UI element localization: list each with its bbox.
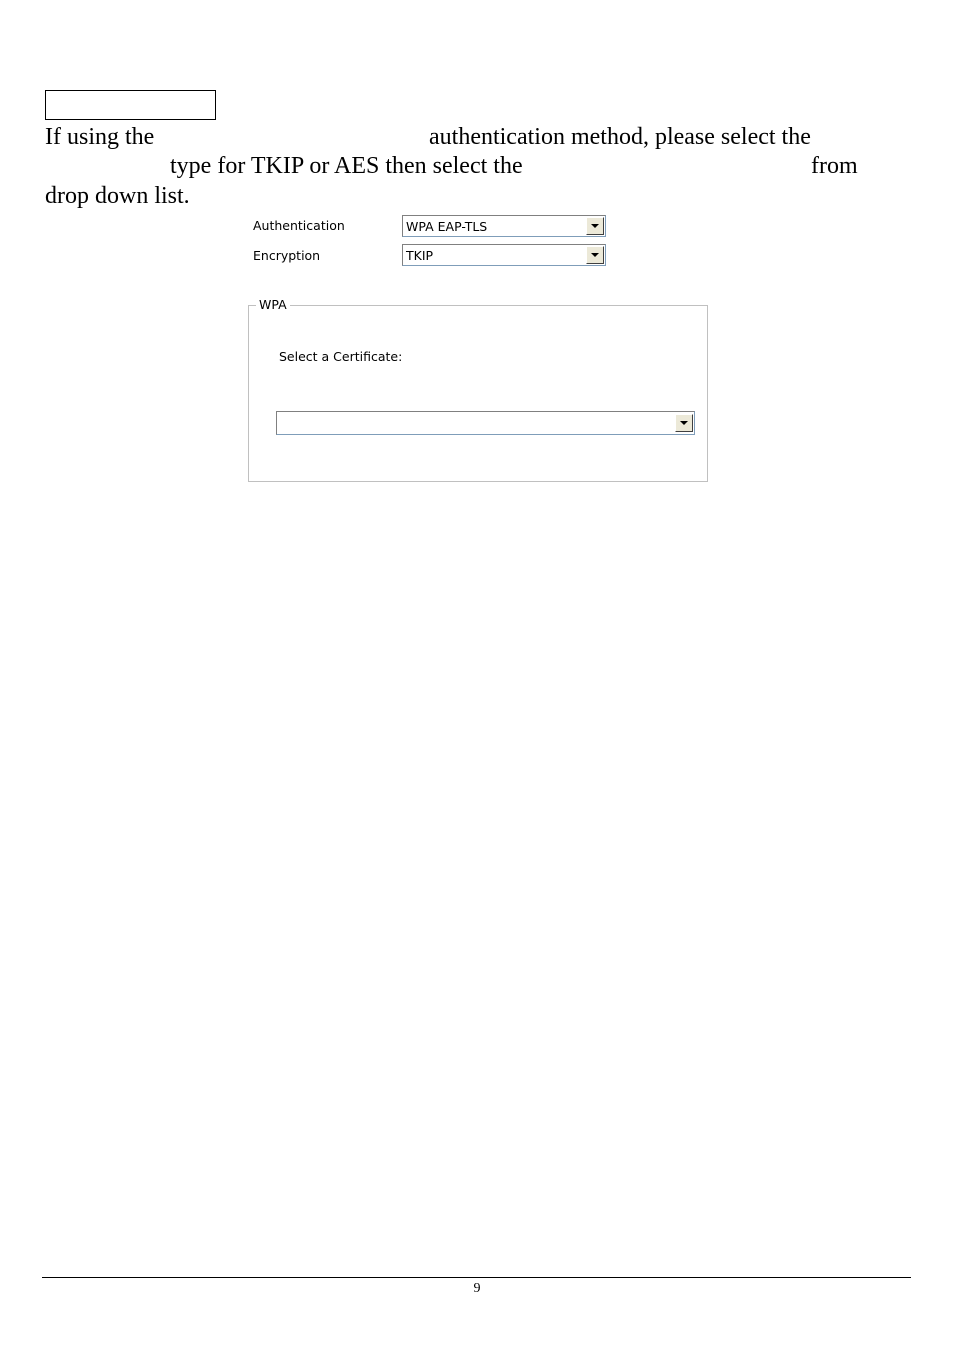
chevron-down-icon[interactable]	[675, 414, 693, 432]
authentication-select[interactable]	[402, 215, 606, 237]
wpa-settings-screenshot	[240, 208, 720, 498]
encryption-label: Encryption	[253, 248, 321, 263]
text-segment: authentication method, please select the	[429, 124, 811, 150]
text-segment: from	[811, 153, 858, 179]
certificate-select[interactable]	[276, 411, 695, 435]
authentication-value: WPA EAP-TLS	[406, 219, 488, 234]
wpa-groupbox	[248, 297, 708, 482]
text-segment: type for TKIP or AES then select the	[170, 153, 523, 179]
chevron-down-icon[interactable]	[586, 246, 604, 264]
certificate-label: Select a Certificate:	[279, 349, 403, 364]
group-title: WPA	[256, 297, 290, 312]
text-segment: If using the	[45, 124, 155, 150]
chevron-down-icon[interactable]	[586, 217, 604, 235]
footer-divider	[42, 1277, 911, 1278]
authentication-label: Authentication	[253, 218, 345, 233]
text-segment: drop down list.	[45, 183, 190, 209]
heading-box	[45, 90, 216, 120]
encryption-value: TKIP	[406, 248, 434, 263]
encryption-select[interactable]	[402, 244, 606, 266]
page-number: 9	[473, 1281, 481, 1296]
